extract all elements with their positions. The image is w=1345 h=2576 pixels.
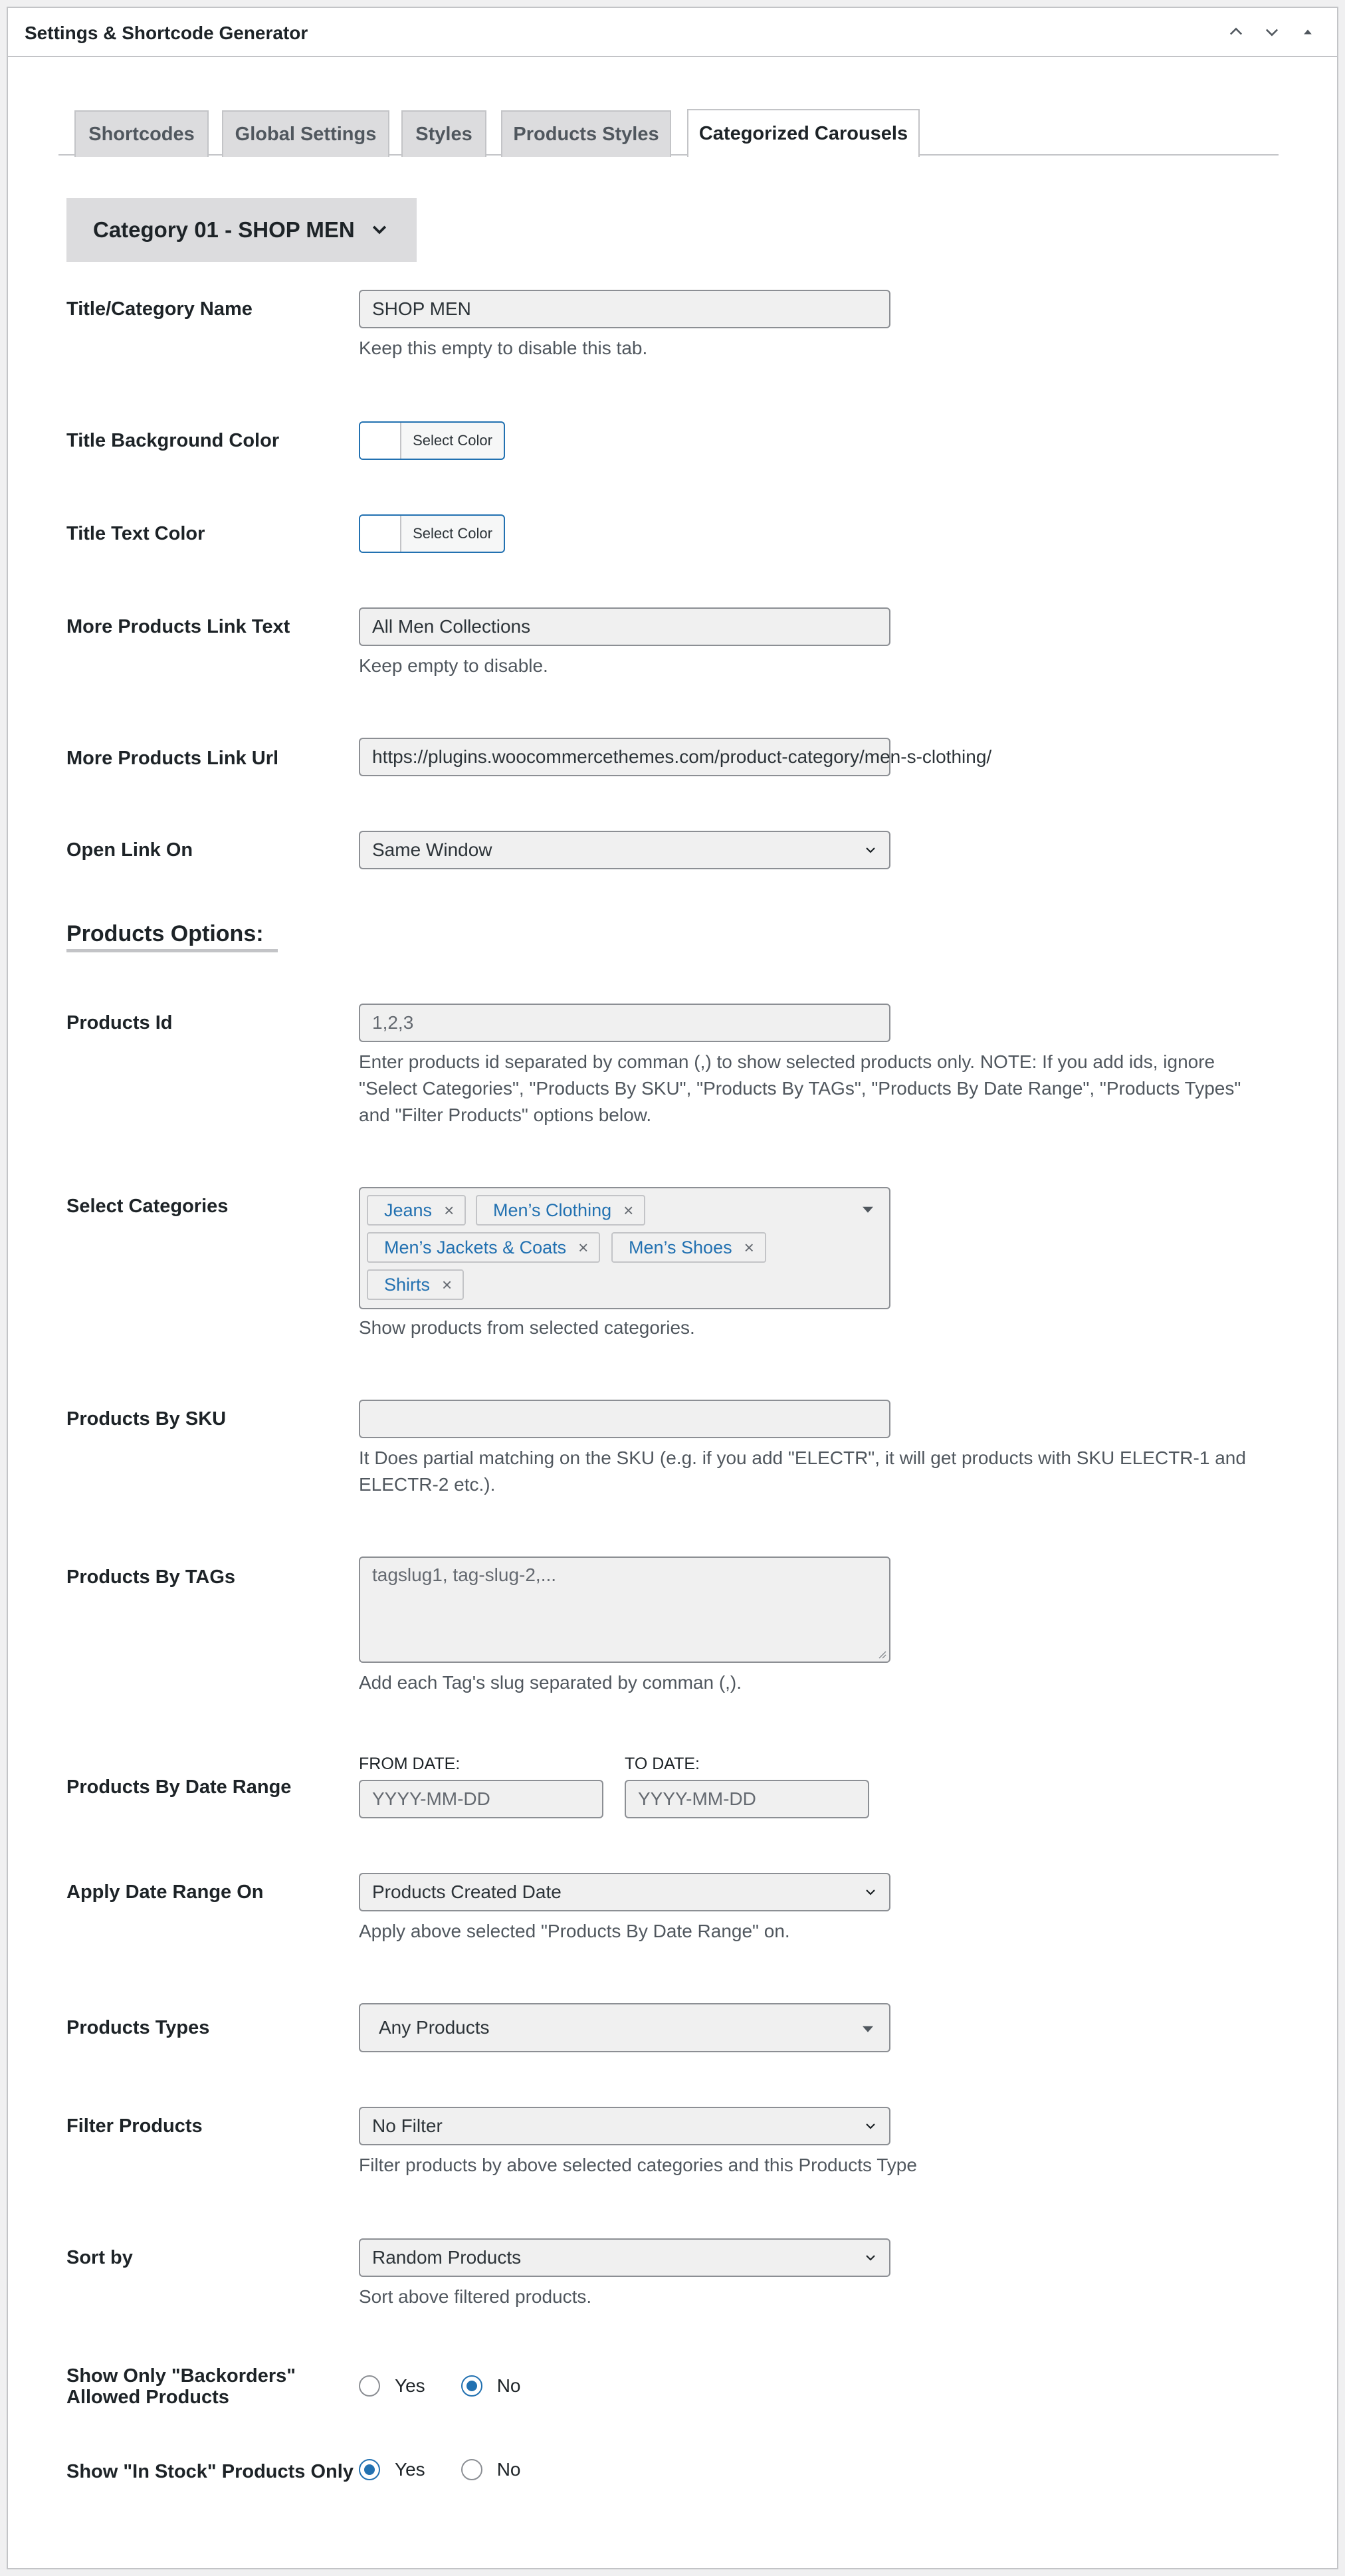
filter-products-select[interactable] [359, 2107, 890, 2145]
backorders-yes-option[interactable]: Yes [359, 2375, 425, 2397]
select-categories-label: Select Categories [66, 1196, 229, 1217]
products-types-select[interactable] [359, 2003, 890, 2052]
select-categories-desc: Show products from selected categories. [359, 1317, 695, 1338]
select-categories-multiselect[interactable] [359, 1187, 890, 1309]
more-link-url-label: More Products Link Url [66, 748, 279, 769]
from-date-input[interactable]: YYYY-MM-DD [359, 1780, 603, 1818]
products-types-value: Any Products [379, 2017, 490, 2038]
in-stock-yes-option[interactable]: Yes [359, 2459, 425, 2480]
category-accordion[interactable] [66, 198, 417, 262]
color-swatch [360, 516, 401, 552]
sort-by-select[interactable] [359, 2238, 890, 2277]
in-stock-radio-group [359, 2459, 556, 2480]
filter-products-value: No Filter [372, 2115, 443, 2136]
category-chip: Jeans × [367, 1195, 466, 1226]
move-down-icon[interactable] [1259, 19, 1285, 45]
move-up-icon[interactable] [1223, 19, 1249, 45]
chevron-down-icon [369, 220, 389, 240]
tab-global-settings[interactable]: Global Settings [222, 110, 389, 157]
backorders-yes-radio[interactable] [359, 2375, 380, 2397]
more-link-text-label: More Products Link Text [66, 616, 290, 637]
more-link-text-input[interactable]: All Men Collections [359, 607, 890, 646]
products-by-sku-input[interactable] [359, 1400, 890, 1438]
products-id-label: Products Id [66, 1012, 173, 1033]
category-chip: Men’s Clothing × [476, 1195, 645, 1226]
sort-by-desc: Sort above filtered products. [359, 2286, 592, 2307]
category-chip: Shirts × [367, 1269, 464, 1300]
collapse-toggle-icon[interactable] [1294, 19, 1321, 45]
sort-by-label: Sort by [66, 2247, 133, 2268]
accordion-label: Category 01 - SHOP MEN [93, 217, 355, 242]
date-range-label: Products By Date Range [66, 1776, 292, 1798]
tab-bar [58, 101, 1279, 156]
from-date-label: FROM DATE: [359, 1755, 461, 1773]
backorders-label-line2: Allowed Products [66, 2387, 229, 2408]
title-text-color-button[interactable] [359, 514, 505, 553]
sort-by-value: Random Products [372, 2247, 522, 2268]
remove-chip-icon[interactable]: × [623, 1200, 634, 1220]
products-id-input[interactable]: 1,2,3 [359, 1004, 890, 1042]
remove-chip-icon[interactable]: × [744, 1237, 754, 1257]
remove-chip-icon[interactable]: × [442, 1274, 453, 1295]
products-by-tags-textarea[interactable] [359, 1556, 890, 1663]
chevron-down-icon [863, 1884, 879, 1900]
title-name-label: Title/Category Name [66, 298, 253, 320]
backorders-radio-group [359, 2375, 556, 2397]
title-name-input[interactable]: SHOP MEN [359, 290, 890, 328]
products-by-sku-desc-line2: ELECTR-2 etc.). [359, 1474, 496, 1495]
products-id-desc-line2: "Select Categories", "Products By SKU", "Products By TAGs", "Products By Date Range", "Products Types" [359, 1078, 1241, 1099]
select-color-label: Select Color [413, 432, 492, 449]
backorders-no-radio[interactable] [461, 2375, 482, 2397]
panel-header [8, 8, 1337, 57]
category-chip: Men’s Shoes × [611, 1232, 766, 1263]
color-swatch [360, 423, 401, 459]
title-name-desc: Keep this empty to disable this tab. [359, 338, 648, 358]
apply-date-range-desc: Apply above selected "Products By Date Range" on. [359, 1921, 790, 1941]
products-by-sku-label: Products By SKU [66, 1408, 227, 1430]
title-bg-color-button[interactable] [359, 421, 505, 460]
filter-products-desc: Filter products by above selected categories and this Products Type [359, 2155, 917, 2175]
tab-shortcodes[interactable]: Shortcodes [74, 110, 209, 157]
backorders-no-option[interactable]: No [461, 2375, 521, 2397]
to-date-input[interactable]: YYYY-MM-DD [625, 1780, 869, 1818]
tab-styles[interactable]: Styles [401, 110, 486, 157]
chevron-down-icon [863, 842, 879, 858]
in-stock-yes-radio[interactable] [359, 2459, 380, 2480]
backorders-label-line1: Show Only "Backorders" [66, 2365, 296, 2387]
section-divider [66, 949, 278, 952]
in-stock-label: Show "In Stock" Products Only [66, 2461, 354, 2482]
apply-date-range-value: Products Created Date [372, 1881, 562, 1902]
select-color-label: Select Color [413, 525, 492, 542]
products-by-sku-desc-line1: It Does partial matching on the SKU (e.g. if you add "ELECTR", it will get products with SKU ELECTR-1 and [359, 1448, 1246, 1468]
products-options-heading: Products Options: [66, 921, 264, 946]
in-stock-no-radio[interactable] [461, 2459, 482, 2480]
open-link-on-value: Same Window [372, 839, 492, 860]
products-by-tags-desc: Add each Tag's slug separated by comman (,). [359, 1672, 742, 1693]
category-chip: Men’s Jackets & Coats × [367, 1232, 600, 1263]
remove-chip-icon[interactable]: × [444, 1200, 455, 1220]
products-types-label: Products Types [66, 2017, 210, 2038]
chevron-down-icon [863, 2250, 879, 2266]
products-id-desc-line1: Enter products id separated by comman (,) to show selected products only. NOTE: If you add ids, ignore [359, 1051, 1215, 1072]
dropdown-arrow-icon [863, 1207, 873, 1213]
tags-placeholder: tagslug1, tag-slug-2,... [372, 1564, 557, 1585]
remove-chip-icon[interactable]: × [578, 1237, 589, 1257]
to-date-label: TO DATE: [625, 1755, 700, 1773]
apply-date-range-label: Apply Date Range On [66, 1881, 264, 1903]
open-link-on-label: Open Link On [66, 839, 193, 861]
apply-date-range-select[interactable] [359, 1873, 890, 1911]
dropdown-arrow-icon [863, 2026, 873, 2032]
filter-products-label: Filter Products [66, 2115, 203, 2137]
products-by-tags-label: Products By TAGs [66, 1566, 236, 1588]
title-bg-label: Title Background Color [66, 430, 280, 451]
title-text-color-label: Title Text Color [66, 523, 205, 544]
products-id-desc-line3: and "Filter Products" options below. [359, 1105, 652, 1125]
tab-products-styles[interactable]: Products Styles [501, 110, 671, 157]
resize-handle-icon[interactable] [876, 1648, 886, 1659]
in-stock-no-option[interactable]: No [461, 2459, 521, 2480]
more-link-text-desc: Keep empty to disable. [359, 655, 548, 676]
chevron-down-icon [863, 2118, 879, 2134]
open-link-on-select[interactable] [359, 831, 890, 869]
panel-title: Settings & Shortcode Generator [25, 23, 308, 43]
tab-categorized-carousels[interactable]: Categorized Carousels [687, 109, 920, 157]
more-link-url-input[interactable]: https://plugins.woocommercethemes.com/product-category/men-s-clothing/ [359, 738, 890, 776]
